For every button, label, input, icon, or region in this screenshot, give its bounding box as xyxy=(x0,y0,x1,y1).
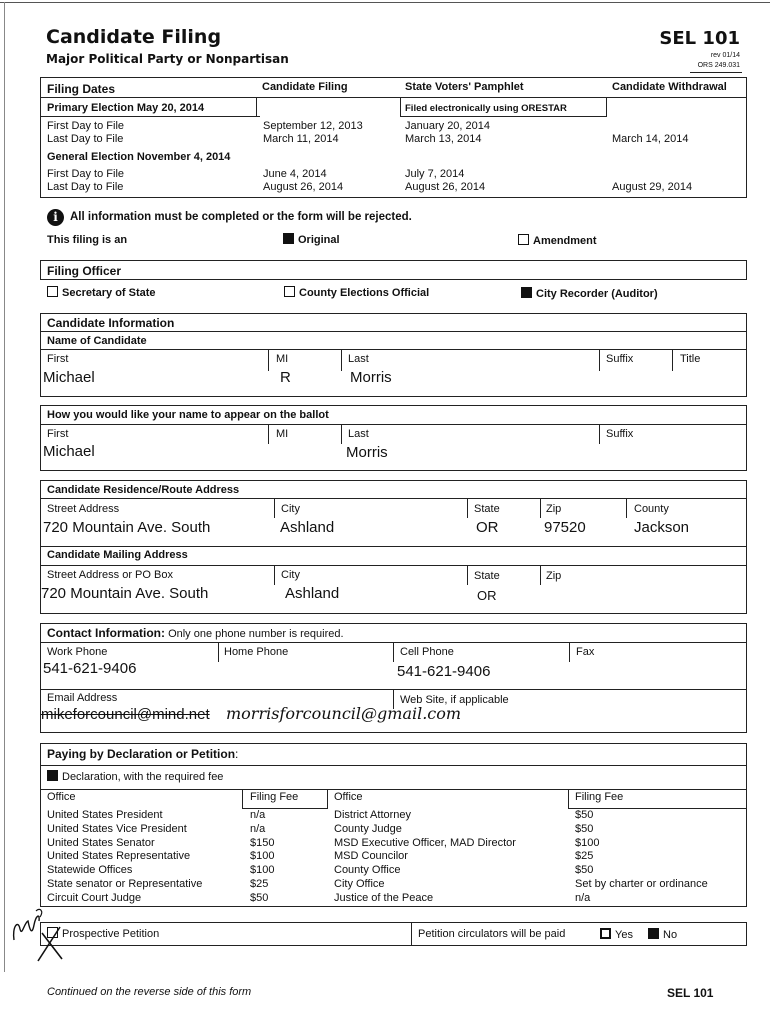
work-phone-field[interactable]: 541-621-9406 xyxy=(43,660,137,677)
last-name-field[interactable]: Morris xyxy=(350,369,392,386)
office-item: MSD Executive Officer, MAD Director xyxy=(334,836,516,849)
residence-title: Candidate Residence/Route Address xyxy=(47,484,240,496)
state-label: State xyxy=(474,503,500,515)
right-offices-list xyxy=(334,809,516,906)
primary-first-day-label: First Day to File xyxy=(47,120,125,132)
empty-box-icon xyxy=(600,928,611,939)
mailing-street-field[interactable]: 720 Mountain Ave. South xyxy=(41,585,209,602)
ballot-first-field[interactable]: Michael xyxy=(43,443,95,460)
first-name-field[interactable]: Michael xyxy=(43,369,95,386)
checked-box-icon xyxy=(648,928,659,939)
general-withdrawal: August 29, 2014 xyxy=(612,181,693,193)
email-field-struck[interactable]: mikeforcouncil@mind.net xyxy=(41,706,210,723)
title-label: Title xyxy=(680,353,701,365)
mailing-city-field[interactable]: Ashland xyxy=(285,585,340,602)
office-item: District Attorney xyxy=(334,809,412,821)
fee-item: n/a xyxy=(250,809,266,821)
continued-note: Continued on the reverse side of this form xyxy=(47,986,252,998)
office-item: City Office xyxy=(334,877,385,890)
orestar-note: Filed electronically using ORESTAR xyxy=(405,103,567,114)
ballot-mi-label: MI xyxy=(276,428,289,440)
general-filing-last: August 26, 2014 xyxy=(263,181,344,193)
paying-title: Paying by Declaration or Petition: xyxy=(47,747,239,761)
fee-item: n/a xyxy=(575,891,591,904)
form-subtitle: Major Political Party or Nonpartisan xyxy=(46,52,289,66)
candidate-filing-header: Candidate Filing xyxy=(262,81,348,93)
filing-type-label: This filing is an xyxy=(47,234,128,246)
fee-col-header: Filing Fee xyxy=(250,791,299,803)
general-last-day-label: Last Day to File xyxy=(47,181,124,193)
footer-form-id: SEL 101 xyxy=(667,986,714,1000)
ballot-suffix-label: Suffix xyxy=(606,428,634,440)
office-col-header-2: Office xyxy=(334,791,363,803)
ballot-first-label: First xyxy=(47,428,69,440)
original-checkbox[interactable]: Original xyxy=(283,233,340,246)
office-item: State senator or Representative xyxy=(47,877,203,890)
work-phone-label: Work Phone xyxy=(47,646,108,658)
office-item: United States Representative xyxy=(47,850,191,863)
amendment-checkbox[interactable]: Amendment xyxy=(518,234,597,247)
circulators-no-checkbox[interactable]: No xyxy=(648,928,677,941)
primary-filing-first: September 12, 2013 xyxy=(263,120,363,132)
cell-phone-label: Cell Phone xyxy=(400,646,454,658)
mailing-state-label: State xyxy=(474,570,500,582)
left-offices-list xyxy=(47,809,202,906)
residence-state-field[interactable]: OR xyxy=(476,519,499,536)
prospective-petition-checkbox[interactable]: Prospective Petition xyxy=(47,927,159,940)
ballot-name-title: How you would like your name to appear on the ballot xyxy=(47,409,329,421)
fee-item: Set by charter or ordinance xyxy=(575,877,708,890)
fee-item: $25 xyxy=(575,850,594,863)
info-icon: i xyxy=(47,209,64,226)
primary-last-day-label: Last Day to File xyxy=(47,133,124,145)
office-item: Circuit Court Judge xyxy=(47,891,142,904)
office-col-header: Office xyxy=(47,791,76,803)
general-filing-first: June 4, 2014 xyxy=(263,168,327,180)
fee-item: $50 xyxy=(575,809,594,821)
filing-officer-title: Filing Officer xyxy=(47,264,122,278)
office-item: United States Senator xyxy=(47,836,155,849)
residence-zip-field[interactable]: 97520 xyxy=(544,519,586,536)
form-revision: rev 01/14 xyxy=(710,52,740,59)
checked-box-icon xyxy=(47,770,58,781)
secretary-of-state-checkbox[interactable]: Secretary of State xyxy=(47,286,156,299)
mailing-city-label: City xyxy=(281,569,300,581)
first-name-label: First xyxy=(47,353,69,365)
checked-box-icon xyxy=(521,287,532,298)
form-title: Candidate Filing xyxy=(46,26,222,48)
general-pamphlet-first: July 7, 2014 xyxy=(405,168,465,180)
general-first-day-label: First Day to File xyxy=(47,168,125,180)
fee-col-header-2: Filing Fee xyxy=(575,791,624,803)
street-label: Street Address xyxy=(47,503,120,515)
suffix-label: Suffix xyxy=(606,353,634,365)
petition-circulators-label: Petition circulators will be paid xyxy=(418,928,566,940)
primary-pamphlet-first: January 20, 2014 xyxy=(405,120,491,132)
zip-label: Zip xyxy=(546,503,562,515)
home-phone-label: Home Phone xyxy=(224,646,289,658)
primary-withdrawal: March 14, 2014 xyxy=(612,133,689,145)
fee-item: $25 xyxy=(250,877,269,890)
form-id: SEL 101 xyxy=(659,28,740,49)
email-label: Email Address xyxy=(47,692,118,704)
residence-street-field[interactable]: 720 Mountain Ave. South xyxy=(43,519,211,536)
residence-city-field[interactable]: Ashland xyxy=(280,519,335,536)
cell-phone-field[interactable]: 541-621-9406 xyxy=(397,663,491,680)
general-election-title: General Election November 4, 2014 xyxy=(47,151,231,163)
fee-item: $150 xyxy=(250,836,275,849)
candidate-info-title: Candidate Information xyxy=(47,316,175,330)
mailing-state-field[interactable]: OR xyxy=(477,588,497,603)
office-item: County Office xyxy=(334,864,401,877)
circulators-yes-checkbox[interactable]: Yes xyxy=(600,928,633,941)
ballot-last-label: Last xyxy=(348,428,369,440)
email-field-handwritten[interactable]: morrisforcouncil@gmail.com xyxy=(226,704,462,723)
empty-box-icon xyxy=(518,234,529,245)
empty-box-icon xyxy=(47,286,58,297)
left-fees-list xyxy=(250,809,274,906)
city-recorder-checkbox[interactable]: City Recorder (Auditor) xyxy=(521,287,658,300)
office-item: Statewide Offices xyxy=(47,864,133,877)
fee-item: $50 xyxy=(575,864,594,877)
voters-pamphlet-header: State Voters' Pamphlet xyxy=(405,81,524,93)
office-item: Justice of the Peace xyxy=(334,891,434,904)
handwritten-initials-mark xyxy=(6,905,68,965)
fee-item: n/a xyxy=(250,822,266,835)
office-item: MSD Councilor xyxy=(334,850,408,863)
mailing-zip-label: Zip xyxy=(546,570,562,582)
empty-box-icon xyxy=(284,286,295,297)
office-item: County Judge xyxy=(334,822,402,835)
declaration-checkbox[interactable]: Declaration, with the required fee xyxy=(47,770,223,783)
county-label: County xyxy=(634,503,669,515)
fee-item: $100 xyxy=(250,850,275,863)
name-of-candidate-label: Name of Candidate xyxy=(47,335,147,347)
candidate-withdrawal-header: Candidate Withdrawal xyxy=(612,81,727,93)
fee-item: $50 xyxy=(250,891,269,904)
primary-filing-last: March 11, 2014 xyxy=(263,133,339,145)
residence-county-field[interactable]: Jackson xyxy=(634,519,690,536)
fax-label: Fax xyxy=(576,646,595,658)
fee-item: $100 xyxy=(250,864,275,877)
fee-item: $100 xyxy=(575,836,600,849)
office-item: United States President xyxy=(47,809,163,821)
right-fees-list xyxy=(575,809,708,906)
mailing-title: Candidate Mailing Address xyxy=(47,549,188,561)
rejection-notice: All information must be completed or the form will be rejected. xyxy=(70,211,412,223)
contact-title: Contact Information: Only one phone number is required. xyxy=(47,626,344,640)
fee-item: $50 xyxy=(575,822,594,835)
form-ors: ORS 249.031 xyxy=(697,62,740,69)
primary-pamphlet-last: March 13, 2014 xyxy=(405,133,482,145)
city-label: City xyxy=(281,503,300,515)
filing-dates-header: Filing Dates xyxy=(47,82,116,96)
primary-election-title: Primary Election May 20, 2014 xyxy=(47,102,205,114)
mi-field[interactable]: R xyxy=(280,369,291,386)
county-elections-checkbox[interactable]: County Elections Official xyxy=(284,286,429,299)
mi-label: MI xyxy=(276,353,289,365)
general-pamphlet-last: August 26, 2014 xyxy=(405,181,486,193)
ballot-last-field[interactable]: Morris xyxy=(346,444,388,461)
last-name-label: Last xyxy=(348,353,369,365)
mailing-street-label: Street Address or PO Box xyxy=(47,569,173,581)
website-label: Web Site, if applicable xyxy=(400,694,509,706)
office-item: United States Vice President xyxy=(47,822,187,835)
checked-box-icon xyxy=(283,233,294,244)
